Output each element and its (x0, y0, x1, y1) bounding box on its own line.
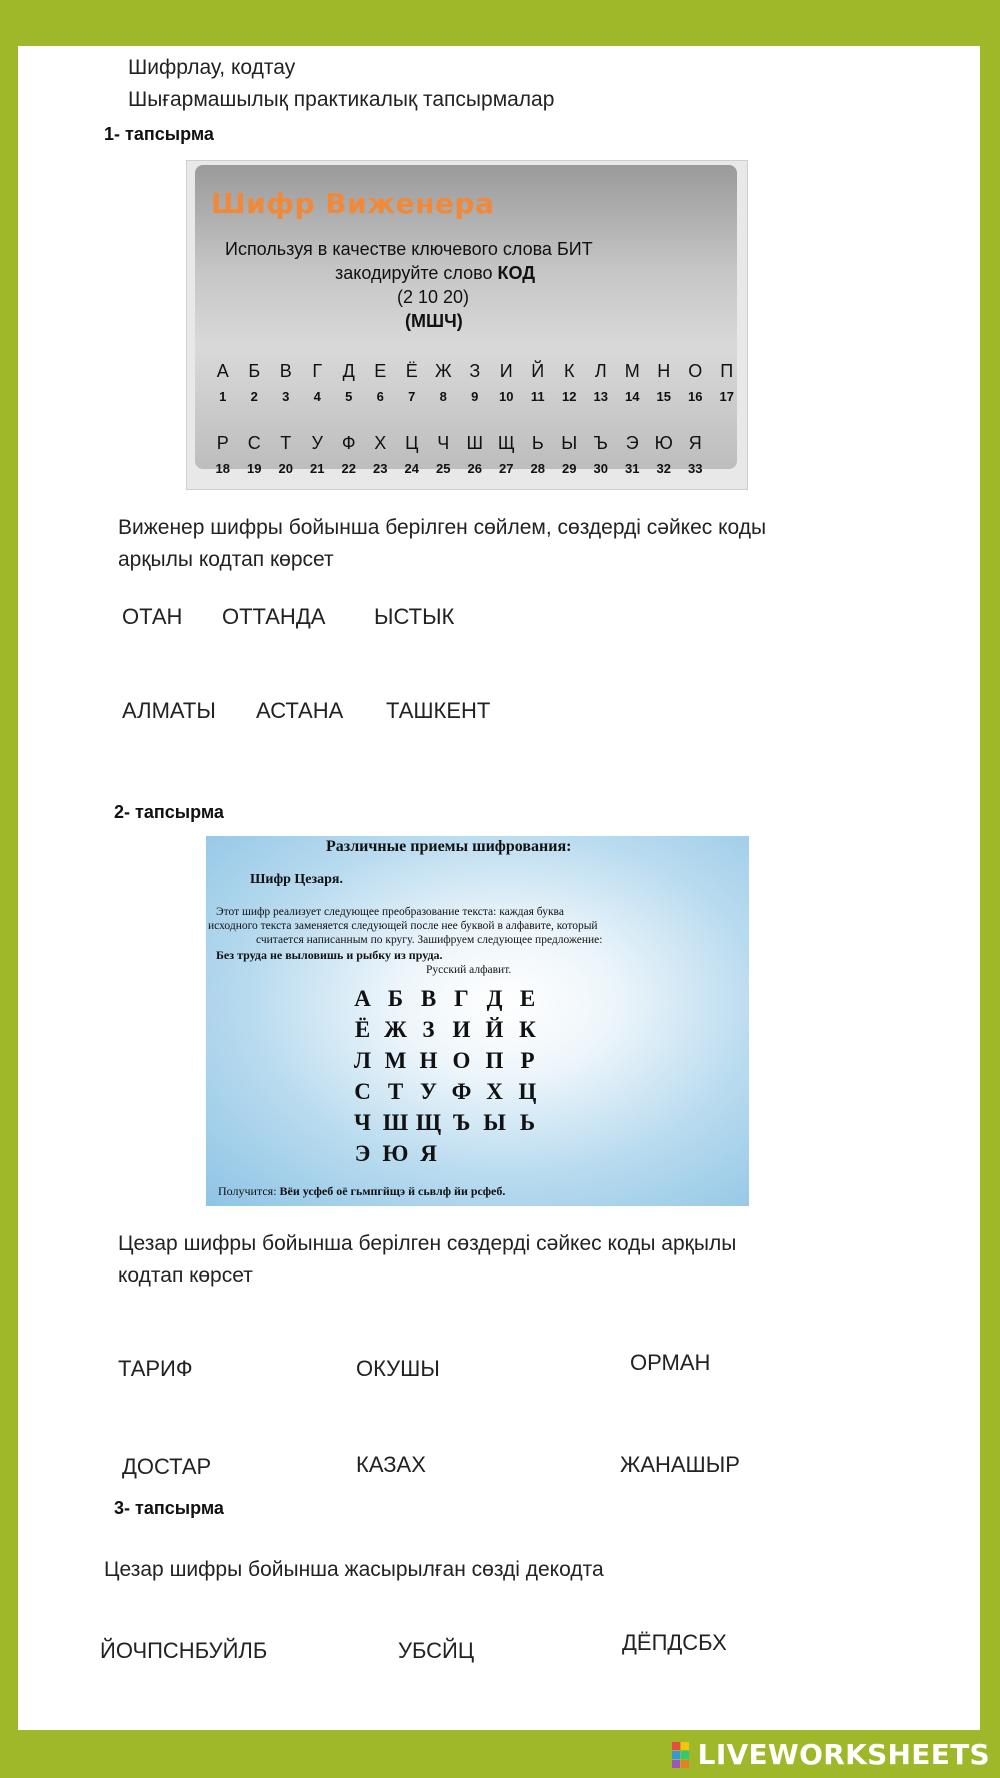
alphabet-letter: Ц (405, 433, 419, 453)
alphabet-grid-letter: У (420, 1079, 437, 1104)
alphabet-letter: Х (374, 433, 387, 453)
letter-number: 33 (688, 461, 703, 476)
alphabet-grid-letter: Я (420, 1141, 437, 1166)
vigenere-line3: (2 10 20) (397, 287, 470, 307)
letter-number: 13 (593, 389, 608, 404)
alphabet-letter: Ч (437, 433, 450, 453)
letter-number: 17 (719, 389, 734, 404)
letter-number: 14 (625, 389, 640, 404)
alphabet-row-1 (207, 361, 743, 382)
alphabet-grid-letter: А (354, 986, 371, 1011)
alphabet-letter: Б (248, 361, 261, 381)
alphabet-grid-letter: Ё (354, 1017, 371, 1042)
alphabet-grid-letter: Р (520, 1048, 535, 1073)
letter-number: 16 (688, 389, 703, 404)
vigenere-slide (195, 165, 737, 476)
alphabet-grid-row (346, 1141, 544, 1172)
letter-number: 31 (625, 461, 640, 476)
letter-number: 32 (656, 461, 671, 476)
alphabet-grid-row (346, 1110, 544, 1141)
worksheet-title: Шифрлау, кодтау (128, 56, 296, 79)
task2-title: 2- тапсырма (114, 802, 224, 822)
task2-word-5: КАЗАХ (356, 1452, 426, 1477)
alphabet-grid-letter: Ж (384, 1017, 407, 1042)
alphabet-letter: К (564, 361, 575, 381)
liveworksheets-logo[interactable] (672, 1738, 990, 1771)
task2-word-4: ДОСТАР (122, 1454, 212, 1479)
alphabet-letter: Я (688, 433, 702, 453)
letter-number: 11 (530, 389, 545, 404)
alphabet-letter: О (688, 361, 703, 381)
task1-word-1: ОТАН (122, 604, 183, 629)
task1-word-5: АСТАНА (256, 698, 344, 723)
alphabet-grid-letter: Х (486, 1079, 503, 1104)
alphabet-letter: Л (594, 361, 607, 381)
alphabet-grid-letter: Б (387, 986, 404, 1011)
task3-word-1: ЙОЧПСНБУЙЛБ (100, 1638, 268, 1663)
alphabet-grid-letter: Ь (519, 1110, 536, 1135)
task3-word-3: ДЁПДСБХ (622, 1630, 727, 1655)
alphabet-grid-letter: Е (519, 986, 536, 1011)
task3-title: 3- тапсырма (114, 1498, 224, 1518)
caesar-sentence: Без труда не выловишь и рыбку из пруда. (216, 948, 443, 962)
alphabet-grid-letter: Ч (354, 1110, 371, 1135)
alphabet-letter: М (624, 361, 640, 381)
task3-instruction: Цезар шифры бойынша жасырылған сөзді декодта (104, 1558, 604, 1581)
alphabet-letter: Э (625, 433, 639, 453)
alphabet-grid-letter: Ш (382, 1110, 409, 1135)
letter-number: 9 (471, 389, 479, 404)
letter-number: 21 (310, 461, 325, 476)
numbers-row-1 (207, 389, 743, 404)
task1-word-4: АЛМАТЫ (122, 698, 216, 723)
alphabet-letter: Ш (466, 433, 483, 453)
alphabet-grid-letter: В (420, 986, 437, 1011)
alphabet-grid-letter: С (354, 1079, 371, 1104)
vigenere-cipher-image (186, 160, 748, 490)
letter-number: 26 (467, 461, 482, 476)
task3-word-2: УБСЙЦ (398, 1638, 475, 1663)
alphabet-grid-letter: Ы (483, 1110, 506, 1135)
task1-word-3: ЫСТЫК (374, 604, 455, 629)
letter-number: 3 (282, 389, 290, 404)
alphabet-grid-letter: Д (486, 986, 503, 1011)
alphabet-letter: И (499, 361, 513, 381)
alphabet-grid-letter: Л (353, 1048, 372, 1073)
vigenere-line1: Используя в качестве ключевого слова БИТ (225, 239, 593, 259)
liveworksheets-logo-icon (672, 1742, 694, 1768)
task2-word-6: ЖАНАШЫР (620, 1452, 740, 1477)
alphabet-letter: Ъ (593, 433, 608, 453)
alphabet-grid-letter: Й (485, 1017, 504, 1042)
alphabet-grid-letter: Щ (415, 1110, 442, 1135)
alphabet-grid-row (346, 1048, 544, 1079)
alphabet-grid-letter: И (452, 1017, 471, 1042)
alphabet-letter: Ь (531, 433, 544, 453)
alphabet-grid-letter: Э (354, 1141, 371, 1166)
caesar-result: Получится: Вёи усфеб оё гьмпгйщэ й сьвлф йи рсфеб. (218, 1184, 506, 1198)
alphabet-grid-letter: П (485, 1048, 504, 1073)
letter-number: 7 (408, 389, 416, 404)
alphabet-letter: Н (657, 361, 671, 381)
alphabet-grid-letter: М (384, 1048, 407, 1073)
caesar-paragraph-3: считается написанным по кругу. Зашифруем следующее предложение: (256, 934, 603, 946)
letter-number: 20 (278, 461, 293, 476)
alphabet-letter: Р (216, 433, 229, 453)
alphabet-letter: Т (280, 433, 292, 453)
alphabet-letter: Ю (654, 433, 673, 453)
letter-number: 6 (376, 389, 384, 404)
alphabet-letter: Ф (341, 433, 356, 453)
letter-number: 8 (439, 389, 447, 404)
alphabet-grid-letter: О (452, 1048, 471, 1073)
alphabet-grid-row (346, 1079, 544, 1110)
letter-number: 23 (373, 461, 388, 476)
task2-word-1: ТАРИФ (118, 1356, 193, 1381)
alphabet-label: Русский алфавит. (426, 964, 512, 976)
russian-alphabet-grid (346, 986, 544, 1172)
letter-number: 29 (562, 461, 577, 476)
alphabet-letter: Щ (497, 433, 515, 453)
task2-word-3: ОРМАН (630, 1350, 711, 1375)
alphabet-grid-letter: Г (454, 986, 469, 1011)
alphabet-grid-letter: Ц (518, 1079, 537, 1104)
alphabet-grid-row (346, 986, 544, 1017)
vigenere-line2: закодируйте слово КОД (335, 263, 536, 283)
letter-number: 15 (656, 389, 671, 404)
letter-number: 27 (499, 461, 514, 476)
alphabet-letter: В (279, 361, 292, 381)
letter-number: 1 (219, 389, 227, 404)
caesar-paragraph-1: Этот шифр реализует следующее преобразование текста: каждая буква (216, 906, 564, 918)
letter-number: 28 (530, 461, 545, 476)
liveworksheets-brand: LIVEWORKSHEETS (697, 1738, 990, 1771)
task1-word-6: ТАШКЕНТ (386, 698, 491, 723)
task2-instruction: Цезар шифры бойынша берілген сөздерді сәйкес коды арқылы кодтап көрсет (118, 1232, 737, 1287)
alphabet-grid-letter: З (422, 1017, 435, 1042)
caesar-subheading: Шифр Цезаря. (250, 872, 344, 887)
alphabet-letter: З (469, 361, 481, 381)
alphabet-letter: Ж (434, 361, 452, 381)
letter-number: 5 (345, 389, 353, 404)
caesar-heading: Различные приемы шифрования: (326, 838, 572, 855)
alphabet-letter: Ы (561, 433, 578, 453)
alphabet-letter: Д (342, 361, 355, 381)
letter-number: 18 (215, 461, 230, 476)
alphabet-grid-letter: Ъ (452, 1110, 471, 1135)
task1-instruction: Виженер шифры бойынша берілген сөйлем, сөздерді сәйкес коды арқылы кодтап көрсет (118, 516, 767, 571)
letter-number: 30 (593, 461, 608, 476)
alphabet-letter: Г (312, 361, 323, 381)
alphabet-grid-letter: Т (387, 1079, 404, 1104)
task1-word-2: ОТТАНДА (222, 604, 326, 629)
letter-number: 19 (247, 461, 262, 476)
alphabet-letter: Е (374, 361, 387, 381)
alphabet-letter: У (311, 433, 323, 453)
letter-number: 10 (499, 389, 514, 404)
letter-number: 22 (341, 461, 356, 476)
letter-number: 25 (436, 461, 451, 476)
vigenere-title: Шифр Виженера (211, 187, 495, 220)
alphabet-grid-letter: Ю (382, 1141, 409, 1166)
alphabet-letter: П (720, 361, 734, 381)
letter-number: 2 (250, 389, 258, 404)
task1-title: 1- тапсырма (104, 124, 214, 144)
alphabet-grid-row (346, 1017, 544, 1048)
caesar-paragraph-2: исходного текста заменяется следующей после нее буквой в алфавите, который (208, 920, 598, 932)
alphabet-grid-letter: Ф (451, 1079, 472, 1104)
alphabet-letter: С (247, 433, 261, 453)
numbers-row-2 (207, 461, 711, 476)
alphabet-letter: Й (531, 361, 545, 381)
vigenere-line4: (МШЧ) (405, 311, 463, 331)
letter-number: 24 (404, 461, 419, 476)
alphabet-row-2 (207, 433, 711, 454)
task2-word-2: ОКУШЫ (356, 1356, 440, 1381)
alphabet-letter: А (216, 361, 229, 381)
alphabet-grid-letter: К (519, 1017, 536, 1042)
alphabet-letter: Ё (405, 361, 418, 381)
letter-number: 4 (313, 389, 321, 404)
alphabet-grid-letter: Н (419, 1048, 438, 1073)
caesar-cipher-image (206, 836, 749, 1206)
letter-number: 12 (562, 389, 577, 404)
worksheet-subtitle: Шығармашылық практикалық тапсырмалар (128, 88, 555, 111)
